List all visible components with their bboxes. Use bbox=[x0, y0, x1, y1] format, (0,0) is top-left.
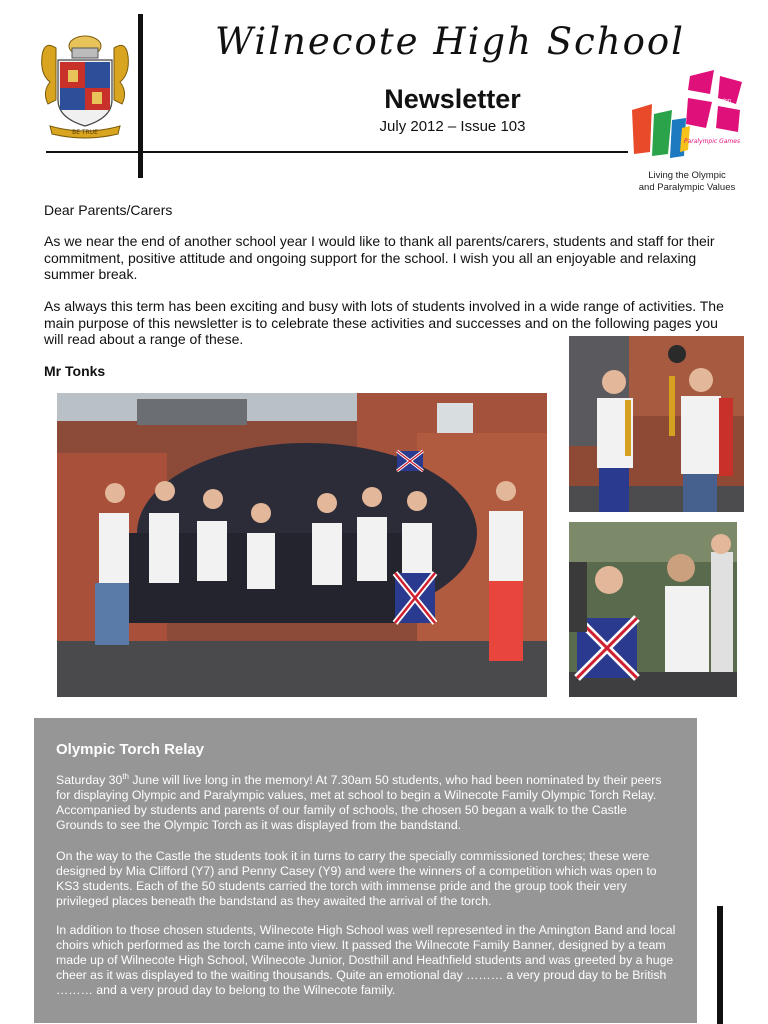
article-title: Olympic Torch Relay bbox=[56, 741, 205, 758]
letter-greeting: Dear Parents/Carers bbox=[44, 202, 173, 218]
london-logo-caption bbox=[628, 170, 746, 194]
photo-torch-bearers bbox=[569, 336, 744, 512]
newsletter-issue: July 2012 – Issue 103 bbox=[379, 118, 526, 135]
newsletter-title: Newsletter bbox=[384, 84, 521, 114]
svg-text:Paralympic Games: Paralympic Games bbox=[683, 138, 741, 145]
group-photo-torch-relay bbox=[57, 393, 547, 697]
svg-text:BE TRUE: BE TRUE bbox=[72, 129, 98, 136]
article-p1-start: Saturday 30 bbox=[56, 773, 123, 787]
school-name: Wilnecote High School bbox=[215, 20, 685, 63]
photo-crowd-flags bbox=[569, 522, 737, 697]
article-p1-superscript: th bbox=[122, 771, 129, 781]
article-paragraph-3: In addition to those chosen students, Wilnecote High School was well represented in the Amington Band and local choirs which performed as the torch came into view. It passed the Wilnecote Family Banner, designed by a team made up of Wilnecote High School, Wilnecote Junior, Dosthill and Heathfield students and was greeted by a huge cheer as it was displayed to the waiting thousands. Quite an emotional day ……… a very proud day to be British ……… and a very proud day to belong to the Wilnecote family. bbox=[56, 923, 676, 997]
header-vertical-bar bbox=[138, 14, 143, 178]
svg-text:london: london bbox=[714, 98, 732, 104]
caption-line-2: and Paralympic Values bbox=[638, 182, 736, 193]
school-crest-logo bbox=[36, 30, 134, 140]
olympic-torch-relay-article bbox=[34, 718, 697, 1023]
caption-line-1: Living the Olympic bbox=[648, 170, 726, 181]
header-rule bbox=[46, 151, 628, 153]
article-paragraph-2: On the way to the Castle the students took it in turns to carry the specially commissioned torches; these were designed by Mia Clifford (Y7) and Penny Casey (Y9) and were the winners of a competition which was open to KS3 students. Each of the 50 students carried the torch with immense pride and the group took their very privileged places beneath the bandstand as they awaited the arrival of the torch. bbox=[56, 849, 657, 908]
letter-signature: Mr Tonks bbox=[44, 363, 106, 379]
letter-paragraph-1: As we near the end of another school year I would like to thank all parents/carers, students and staff for their commitment, positive attitude and ongoing support for the school. I wish you all an enjoyable and relaxing summer break. bbox=[44, 233, 715, 282]
article-paragraph-1 bbox=[56, 773, 676, 833]
letter-paragraph-2: As always this term has been exciting and busy with lots of students involved in a wide range of activities. The main purpose of this newsletter is to celebrate these activities and successes and on the following pages you will read about a range of these. bbox=[44, 298, 724, 347]
article-p1-rest: June will live long in the memory! At 7.30am 50 students, who had been nominated by their peers for displaying Olympic and Paralympic values, met at school to begin a Wilnecote Family Olympic Torch Relay. Accompanied by students and parents of our family of schools, the chosen 50 began a walk to the Castle Grounds to see the Olympic Torch as it was displayed from the bandstand. bbox=[56, 773, 662, 832]
right-vertical-bar bbox=[717, 906, 723, 1024]
